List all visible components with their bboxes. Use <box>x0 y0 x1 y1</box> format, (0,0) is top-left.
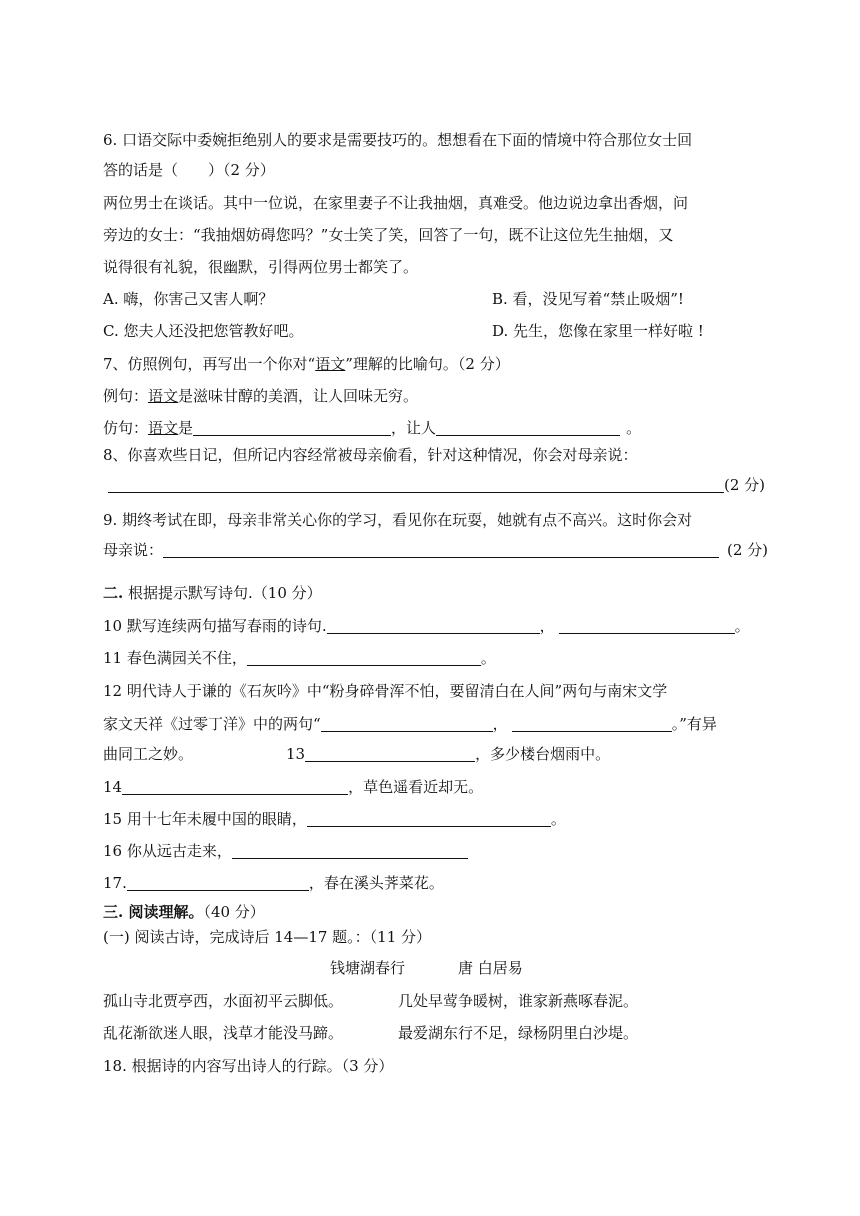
answer-blank[interactable] <box>127 876 309 891</box>
q7-prompt: 7、仿照例句，再写出一个你对“语文”理解的比喻句。（2 分） <box>103 355 510 373</box>
poem-author: 唐 白居易 <box>458 959 523 977</box>
underlined-word: 语文 <box>315 355 346 373</box>
poem-title: 钱塘湖春行 <box>330 959 406 977</box>
q16: 16 你从远古走来， <box>103 841 468 861</box>
answer-blank[interactable] <box>559 619 735 634</box>
q15: 15 用十七年未履中国的眼睛， 。 <box>103 810 566 828</box>
q6-option-a: A. 嗨，你害己又害人啊？ <box>103 290 274 308</box>
answer-blank[interactable] <box>193 421 391 436</box>
q10: 10 默写连续两句描写春雨的诗句. ， 。 <box>103 617 750 635</box>
poem-line-2b: 最爱湖东行不足，绿杨阴里白沙堤。 <box>398 1024 639 1042</box>
section-2-title: 二. 根据提示默写诗句.（10 分） <box>103 584 322 602</box>
q6-option-b: B. 看，没见写着“禁止吸烟”! <box>492 290 684 308</box>
q7-imitation: 仿句：语文是 ，让人 。 <box>103 419 642 437</box>
answer-blank[interactable] <box>321 717 493 732</box>
answer-blank[interactable] <box>305 747 475 762</box>
answer-blank[interactable] <box>247 651 481 666</box>
answer-blank[interactable] <box>307 812 551 827</box>
q6-line1: 6. 口语交际中委婉拒绝别人的要求是需要技巧的。想想看在下面的情境中符合那位女士回 <box>103 131 693 149</box>
answer-blank[interactable] <box>122 780 348 795</box>
q6-line2: 答的话是（ ）（2 分） <box>103 161 275 179</box>
q6-context-1: 两位男士在谈话。其中一位说，在家里妻子不让我抽烟，真难受。他边说边拿出香烟，问 <box>103 194 689 212</box>
answer-blank[interactable] <box>232 844 468 859</box>
underlined-word: 语文 <box>148 387 179 405</box>
q17: 17. ，春在溪头荠菜花。 <box>103 874 444 892</box>
section-3-subtitle: (一) 阅读古诗，完成诗后 14—17 题。：（11 分） <box>103 928 432 946</box>
q8-answer-line: (2 分) <box>108 475 765 495</box>
q7-example: 例句：语文是滋味甘醇的美酒，让人回味无穷。 <box>103 387 419 405</box>
section-3-title: 三. 阅读理解。（40 分） <box>103 903 265 921</box>
poem-line-2a: 乱花渐欲迷人眼，浅草才能没马蹄。 <box>103 1024 344 1042</box>
answer-blank[interactable] <box>436 421 620 436</box>
q12-line3: 曲同工之妙。 <box>103 745 194 763</box>
answer-blank[interactable] <box>512 717 672 732</box>
poem-line-1a: 孤山寺北贾亭西，水面初平云脚低。 <box>103 992 344 1010</box>
answer-blank[interactable] <box>108 478 724 493</box>
poem-line-1b: 几处早莺争暖树，谁家新燕啄春泥。 <box>398 992 639 1010</box>
q8-prompt: 8、你喜欢些日记，但所记内容经常被母亲偷看，针对这种情况，你会对母亲说： <box>103 446 638 464</box>
underlined-word: 语文 <box>148 419 179 437</box>
q18: 18. 根据诗的内容写出诗人的行踪。（3 分） <box>103 1057 394 1075</box>
q6-option-d: D. 先生，您像在家里一样好啦 ! <box>492 322 704 340</box>
q11: 11 春色满园关不住， 。 <box>103 649 496 667</box>
q6-context-2: 旁边的女士：“我抽烟妨碍您吗？”女士笑了笑，回答了一句，既不让这位先生抽烟，又 <box>103 226 674 244</box>
q6-context-3: 说得很有礼貌，很幽默，引得两位男士都笑了。 <box>103 258 419 276</box>
q6-option-c: C. 您夫人还没把您管教好吧。 <box>103 322 304 340</box>
q12-line2: 家文天祥《过零丁洋》中的两句“ ， 。”有异 <box>103 715 717 733</box>
q14: 14 ，草色遥看近却无。 <box>103 778 484 796</box>
answer-blank[interactable] <box>163 543 719 558</box>
q9-line1: 9. 期终考试在即，母亲非常关心你的学习，看见你在玩耍，她就有点不高兴。这时你会对 <box>103 511 693 529</box>
q13: 13 ，多少楼台烟雨中。 <box>286 745 611 763</box>
q12-line1: 12 明代诗人于谦的《石灰吟》中“粉身碎骨浑不怕，要留清白在人间”两句与南宋文学 <box>103 682 668 700</box>
q9-line2: 母亲说： (2 分) <box>103 541 769 559</box>
answer-blank[interactable] <box>327 619 540 634</box>
